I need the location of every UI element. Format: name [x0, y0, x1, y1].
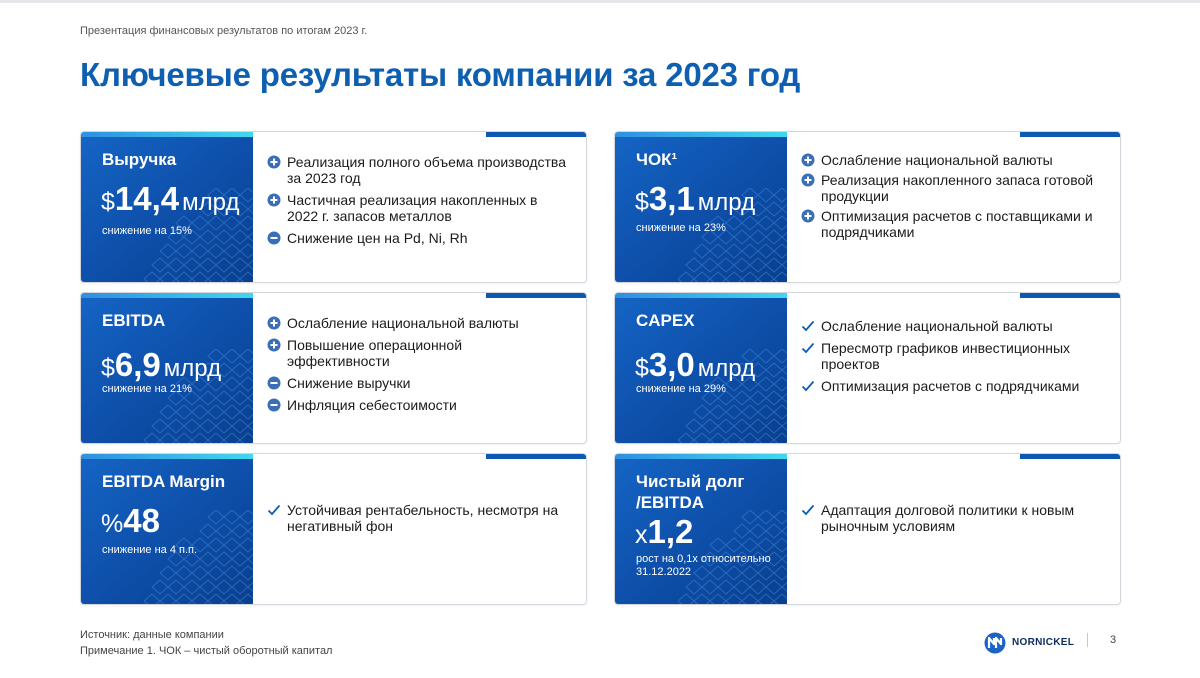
driver-text: Ослабление национальной валюты	[287, 315, 519, 331]
driver-text: Снижение цен на Pd, Ni, Rh	[287, 230, 468, 246]
check-icon	[267, 503, 281, 517]
source-note: Источник: данные компании	[80, 629, 224, 641]
driver-text: Оптимизация расчетов с подрядчиками	[821, 378, 1080, 394]
driver-item	[801, 152, 1101, 168]
driver-item	[267, 315, 567, 331]
kpi-value-prefix: %	[101, 510, 124, 538]
kpi-value-unit: млрд	[182, 189, 240, 216]
plus-icon	[267, 155, 281, 169]
driver-text: Устойчивая рентабельность, несмотря на негативный фон	[287, 502, 559, 534]
driver-item	[801, 340, 1101, 372]
driver-item	[801, 502, 1101, 534]
driver-list	[267, 502, 567, 540]
kpi-panel	[615, 298, 787, 443]
kpi-panel	[81, 459, 253, 604]
kpi-value-number: 14,4	[114, 180, 180, 217]
driver-list	[267, 315, 567, 419]
driver-item	[267, 230, 567, 246]
check-icon	[801, 379, 815, 393]
slide-title: Ключевые результаты компании за 2023 год	[80, 56, 801, 93]
driver-item	[801, 172, 1101, 204]
footer-separator	[1087, 633, 1088, 647]
kpi-value-number: 3,1	[648, 180, 695, 217]
kpi-value-number: 1,2	[647, 513, 694, 550]
driver-list	[801, 502, 1101, 540]
driver-list	[801, 152, 1101, 244]
kpi-value	[635, 180, 755, 218]
kpi-value-unit: млрд	[697, 189, 756, 216]
driver-item	[801, 208, 1101, 240]
kpi-change-note: снижение на 23%	[636, 222, 726, 234]
driver-item	[267, 502, 567, 534]
card-accent-bar	[1020, 132, 1120, 137]
top-divider	[0, 0, 1200, 3]
driver-text: Частичная реализация накопленных в 2022 г. запасов металлов	[287, 192, 538, 224]
card-accent-bar	[486, 132, 586, 137]
kpi-title: Выручка	[102, 150, 177, 169]
logo-wordmark: NORNICKEL	[1012, 637, 1075, 648]
minus-icon	[267, 398, 281, 412]
driver-item	[267, 154, 567, 186]
kpi-panel	[81, 137, 253, 282]
nornickel-logo-icon	[984, 632, 1008, 654]
kpi-value-unit: млрд	[697, 355, 756, 382]
driver-item	[267, 337, 567, 369]
driver-text: Повышение операционной эффективности	[287, 337, 463, 369]
kpi-change-note: снижение на 21%	[102, 383, 192, 395]
driver-item	[267, 375, 567, 391]
driver-text: Пересмотр графиков инвестиционных проектов	[821, 340, 1071, 372]
kpi-card	[614, 131, 1121, 283]
kpi-panel	[81, 298, 253, 443]
driver-text: Оптимизация расчетов с поставщиками и подрядчиками	[821, 208, 1093, 240]
driver-text: Реализация полного объема производства за 2023 год	[287, 154, 566, 186]
kpi-change-note: снижение на 29%	[636, 383, 726, 395]
kpi-value-number: 3,0	[648, 346, 695, 383]
kpi-title: Чистый долг /EBITDA	[636, 472, 745, 512]
kpi-change-note: снижение на 4 п.п.	[102, 544, 198, 556]
kpi-card	[80, 453, 587, 605]
driver-item	[267, 192, 567, 224]
kpi-value-prefix: $	[101, 188, 115, 216]
kpi-value	[101, 502, 160, 540]
card-accent-bar	[486, 454, 586, 459]
kpi-panel	[615, 459, 787, 604]
plus-icon	[267, 316, 281, 330]
kpi-title: EBITDA Margin	[102, 472, 226, 491]
kpi-value	[101, 346, 221, 384]
kpi-value-prefix: x	[635, 521, 648, 549]
driver-item	[801, 378, 1101, 394]
minus-icon	[267, 376, 281, 390]
driver-list	[267, 154, 567, 252]
plus-icon	[801, 209, 815, 223]
driver-text: Инфляция себестоимости	[287, 397, 457, 413]
kpi-title: ЧОК¹	[636, 150, 678, 169]
driver-item	[801, 318, 1101, 334]
kpi-change-note: снижение на 15%	[102, 225, 192, 237]
kpi-value	[101, 180, 239, 218]
presentation-subtitle: Презентация финансовых результатов по итогам 2023 г.	[80, 25, 368, 37]
kpi-value-prefix: $	[635, 354, 649, 382]
plus-icon	[801, 173, 815, 187]
driver-text: Снижение выручки	[287, 375, 411, 391]
kpi-title: CAPEX	[636, 311, 695, 330]
footnote: Примечание 1. ЧОК – чистый оборотный капитал	[80, 645, 333, 657]
driver-text: Адаптация долговой политики к новым рыночным условиям	[821, 502, 1075, 534]
driver-item	[267, 397, 567, 413]
plus-icon	[267, 338, 281, 352]
plus-icon	[801, 153, 815, 167]
company-logo	[984, 632, 1074, 654]
driver-text: Ослабление национальной валюты	[821, 152, 1053, 168]
kpi-value	[635, 513, 693, 551]
kpi-card	[614, 453, 1121, 605]
kpi-value	[635, 346, 755, 384]
decorative-pattern	[144, 510, 253, 604]
plus-icon	[267, 193, 281, 207]
kpi-value-prefix: $	[635, 188, 649, 216]
driver-text: Ослабление национальной валюты	[821, 318, 1053, 334]
kpi-value-number: 48	[123, 502, 160, 539]
driver-list	[801, 318, 1101, 400]
kpi-change-note: рост на 0,1x относительно 31.12.2022	[636, 553, 771, 578]
minus-icon	[267, 231, 281, 245]
kpi-card	[80, 292, 587, 444]
footer-notes	[80, 627, 332, 659]
page-number: 3	[1110, 634, 1117, 646]
kpi-value-prefix: $	[101, 354, 115, 382]
kpi-card	[614, 292, 1121, 444]
driver-text: Реализация накопленного запаса готовой продукции	[821, 172, 1094, 204]
kpi-panel	[615, 137, 787, 282]
card-accent-bar	[486, 293, 586, 298]
card-accent-bar	[1020, 454, 1120, 459]
check-icon	[801, 503, 815, 517]
kpi-value-number: 6,9	[114, 346, 161, 383]
kpi-card	[80, 131, 587, 283]
kpi-title: EBITDA	[102, 311, 166, 330]
check-icon	[801, 341, 815, 355]
card-accent-bar	[1020, 293, 1120, 298]
kpi-value-unit: млрд	[163, 355, 222, 382]
check-icon	[801, 319, 815, 333]
